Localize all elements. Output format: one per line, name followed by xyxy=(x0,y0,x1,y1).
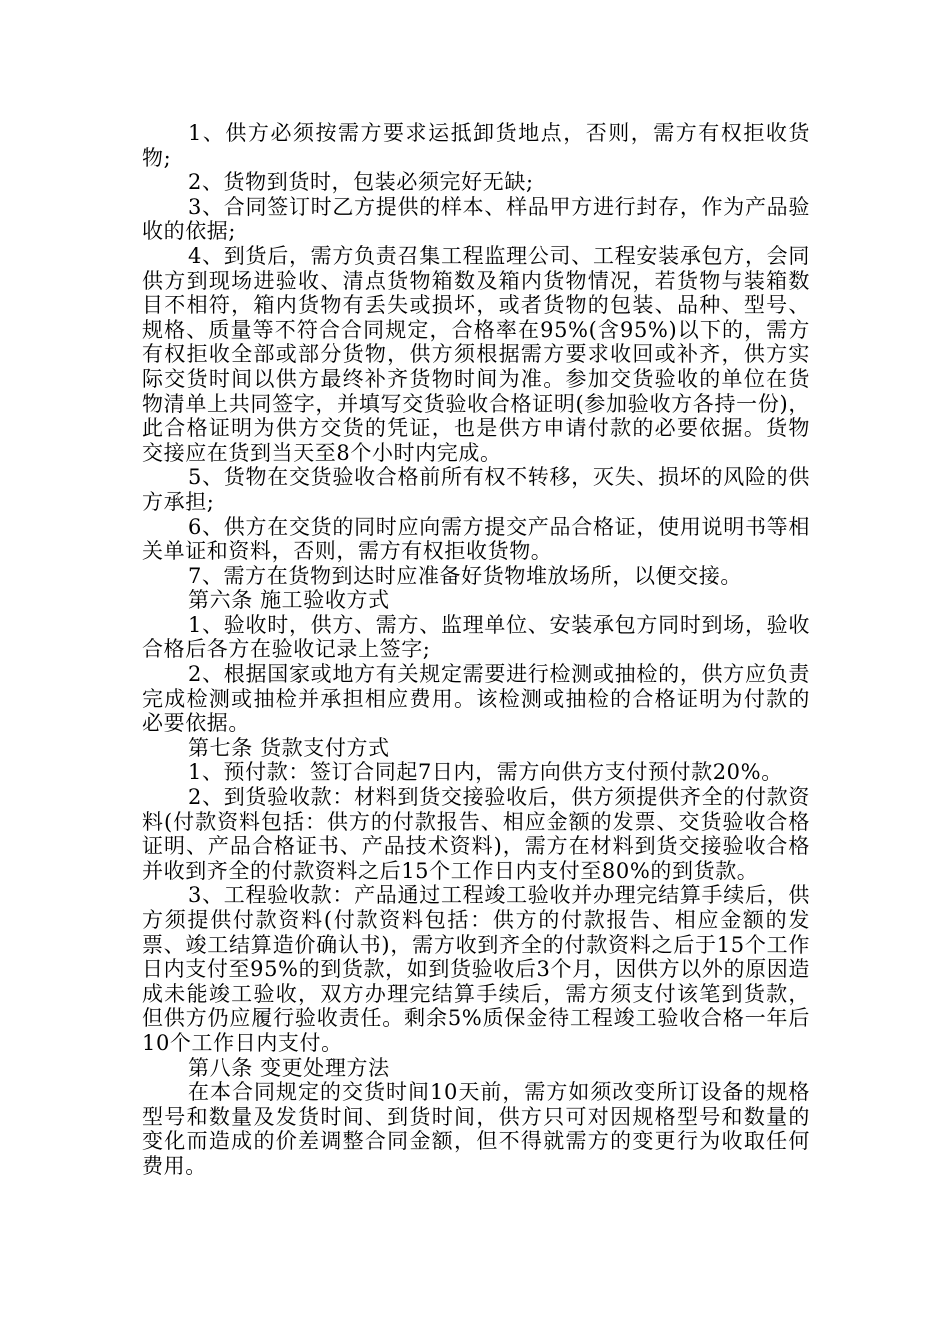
clause-5-item-3: 3、合同签订时乙方提供的样本、样品甲方进行封存，作为产品验收的依据; xyxy=(142,194,810,244)
clause-7-heading: 第七条 货款支付方式 xyxy=(188,735,390,760)
clause-6-item-2: 2、根据国家或地方有关规定需要进行检测或抽检的，供方应负责完成检测或抽检并承担相应费用。该检测或抽检的合格证明为付款的必要依据。 xyxy=(142,662,810,736)
clause-6-item-1: 1、验收时，供方、需方、监理单位、安装承包方同时到场，验收合格后各方在验收记录上签字; xyxy=(142,612,810,662)
clause-7-item-3: 3、工程验收款：产品通过工程竣工验收并办理完结算手续后，供方须提供付款资料(付款资料包括：供方的付款报告、相应金额的发票、竣工结算造价确认书)，需方收到齐全的付款资料之后于15个工作日内支付至95%的到货款，如到货验收后3个月，因供方以外的原因造成未能竣工验收，双方办理完结算手续后，需方须支付该笔到货款，但供方仍应履行验收责任。剩余5%质保金待工程竣工验收合格一年后10个工作日内支付。 xyxy=(142,883,810,1055)
clause-8-heading: 第八条 变更处理方法 xyxy=(188,1055,390,1080)
clause-5-item-6: 6、供方在交货的同时应向需方提交产品合格证，使用说明书等相关单证和资料，否则，需方有权拒收货物。 xyxy=(142,514,810,564)
clause-5-item-5: 5、货物在交货验收合格前所有权不转移，灭失、损坏的风险的供方承担; xyxy=(142,465,810,514)
clause-5-item-4: 4、到货后，需方负责召集工程监理公司、工程安装承包方，会同供方到现场进验收、清点货物箱数及箱内货物情况，若货物与装箱数目不相符，箱内货物有丢失或损坏，或者货物的包装、品种、型号、规格、质量等不符合合同规定，合格率在95%(含95%)以下的，需方有权拒收全部或部分货物，供方须根据需方要求收回或补齐，供方实际交货时间以供方最终补齐货物时间为准。参加交货验收的单位在货物清单上共同签字，并填写交货验收合格证明(参加验收方各持一份)，此合格证明为供方交货的凭证，也是供方申请付款的必要依据。货物交接应在货到当天至8个小时内完成。 xyxy=(142,243,810,465)
clause-6-heading: 第六条 施工验收方式 xyxy=(188,588,390,613)
document-body xyxy=(142,121,810,1179)
clause-7-item-2: 2、到货验收款：材料到货交接验收后，供方须提供齐全的付款资料(付款资料包括：供方的付款报告、相应金额的发票、交货验收合格证明、产品合格证书、产品技术资料)，需方在材料到货交接验收合格并收到齐全的付款资料之后15个工作日内支付至80%的到货款。 xyxy=(142,785,810,883)
clause-5-item-1: 1、供方必须按需方要求运抵卸货地点，否则，需方有权拒收货物; xyxy=(142,121,810,170)
clause-8-body: 在本合同规定的交货时间10天前，需方如须改变所订设备的规格型号和数量及发货时间、到货时间，供方只可对因规格型号和数量的变化而造成的价差调整合同金额，但不得就需方的变更行为收取任何费用。 xyxy=(142,1080,810,1178)
clause-5-item-7: 7、需方在货物到达时应准备好货物堆放场所，以便交接。 xyxy=(188,563,742,588)
clause-7-item-1: 1、预付款：签订合同起7日内，需方向供方支付预付款20%。 xyxy=(188,760,783,785)
clause-5-item-2: 2、货物到货时，包装必须完好无缺; xyxy=(188,170,534,195)
